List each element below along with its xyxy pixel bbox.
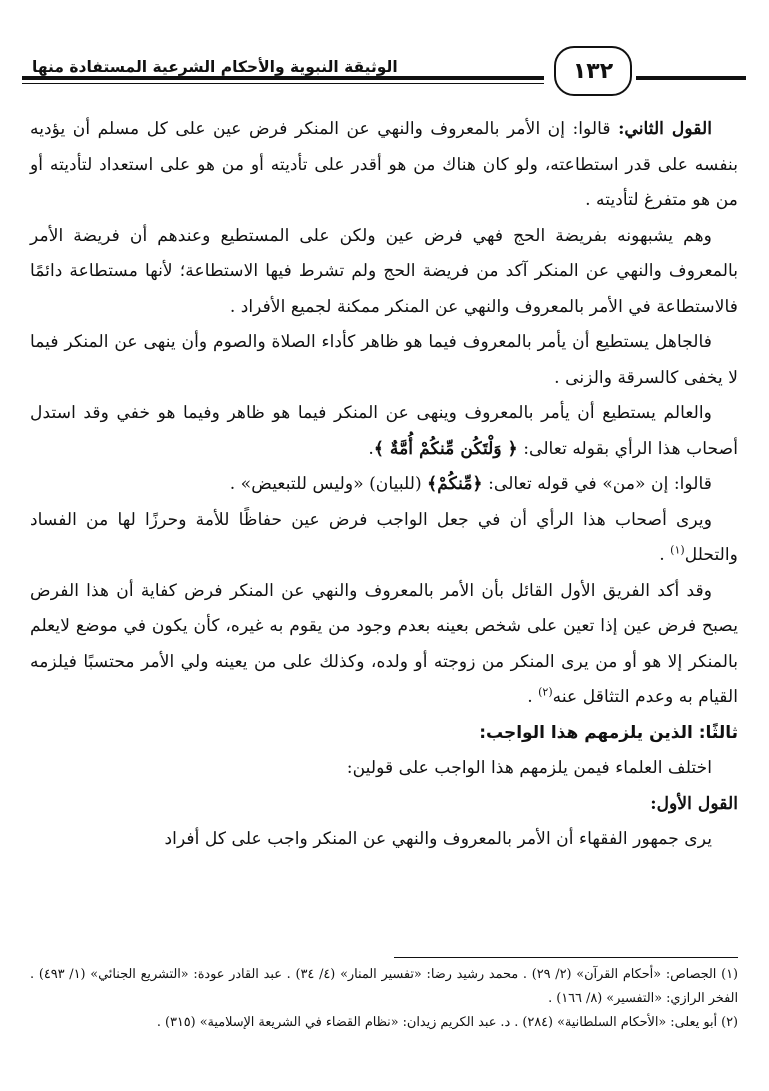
footnote: (١) الجصاص: «أحكام القرآن» (٢/ ٢٩) . محمد رشيد رضا: «تفسير المنار» (٤/ ٣٤) . عبد القادر عودة: «التشريع الجنائي» (١/ ٤٩٣) . الفخر الرازي: «التفسير» (٨/ ١٦٦) . bbox=[30, 967, 738, 1006]
opinion-label: القول الثاني: bbox=[618, 119, 712, 139]
footnote: (٢) أبو يعلى: «الأحكام السلطانية» (٢٨٤) . د. عبد الكريم زيدان: «نظام القضاء في الشريعة الإسلامية» (٣١٥) . bbox=[156, 1015, 738, 1030]
paragraph bbox=[30, 396, 738, 467]
paragraph-text: ويرى أصحاب هذا الرأي أن في جعل الواجب فرض عين حفاظًا للأمة وحرزًا لها من الفساد والتحلل bbox=[30, 509, 738, 565]
paragraph: فالجاهل يستطيع أن يأمر بالمعروف فيما هو ظاهر كأداء الصلاة والصوم وأن ينهى عن المنكر فيما لا يخفى كالسرقة والزنى . bbox=[30, 332, 738, 388]
footnote-ref: (١) bbox=[670, 543, 685, 557]
paragraph: اختلف العلماء فيمن يلزمهم هذا الواجب على قولين: bbox=[346, 758, 712, 778]
header-rule-thin bbox=[22, 83, 544, 84]
paragraph-text: قالوا: إن الأمر بالمعروف والنهي عن المنكر فرض عين على كل مسلم أن يؤديه بنفسه على قدر استطاعته، ولو كان هناك من هو أقدر على تأديته أو من هو على استعداد لتأديته أو من هو متفرغ لتأديته . bbox=[30, 119, 738, 210]
quran-verse: ﴿مِّنكُمْ﴾ bbox=[427, 474, 483, 494]
paragraph-text: (للبيان) «وليس للتبعيض» . bbox=[229, 474, 428, 494]
footnotes bbox=[30, 963, 738, 1035]
paragraph-text: . bbox=[659, 545, 671, 565]
section-heading: ثالثًا: الذين يلزمهم هذا الواجب: bbox=[479, 722, 738, 743]
paragraph-text: قالوا: إن «من» في قوله تعالى: bbox=[482, 474, 712, 494]
sub-heading: القول الأول: bbox=[650, 793, 738, 814]
quran-verse: ﴿ وَلْتَكُن مِّنكُمْ أُمَّةٌ ﴾ bbox=[373, 438, 518, 459]
paragraph bbox=[30, 112, 738, 219]
paragraph: وهم يشبهونه بفريضة الحج فهي فرض عين ولكن على المستطيع وعندهم أن فريضة الأمر بالمعروف والنهي عن المنكر آكد من فريضة الحج ولم تشرط فيها الاستطاعة؛ لأنها مستطاعة دائمًا فالاستطاعة في الأمر بالمعروف والنهي عن المنكر ممكنة لجميع الأفراد . bbox=[30, 225, 738, 317]
running-title: الوثيقة النبوية والأحكام الشرعية المستفادة منها bbox=[32, 58, 398, 76]
paragraph bbox=[30, 467, 738, 503]
paragraph bbox=[30, 574, 738, 716]
paragraph-text: وقد أكد الفريق الأول القائل بأن الأمر بالمعروف والنهي عن المنكر فرض كفاية أن هذا الفرض يصبح فرض عين إذا تعين على شخص بعينه بعدم وجود من يقوم به غيره، كأن يكون في موضع لايعلم بالمنكر إلا هو أو من يرى المنكر من زوجته أو ولده، وكذلك على من يعينه ولي الأمر محتسبًا فيلزمه القيام به وعدم التثاقل عنه bbox=[30, 580, 738, 707]
paragraph-text: . bbox=[527, 687, 539, 707]
paragraph-text: . bbox=[368, 438, 374, 459]
header-rule-end bbox=[636, 76, 746, 80]
paragraph bbox=[30, 503, 738, 574]
footnote-divider bbox=[394, 957, 738, 958]
header-rule-thick bbox=[22, 76, 544, 80]
main-text bbox=[30, 112, 738, 858]
footnote-ref: (٢) bbox=[538, 685, 553, 699]
paragraph-text: والعالم يستطيع أن يأمر بالمعروف وينهى عن المنكر فيما هو ظاهر وفيما هو خفي وقد استدل أصحاب هذا الرأي بقوله تعالى: bbox=[30, 403, 738, 459]
paragraph: يرى جمهور الفقهاء أن الأمر بالمعروف والنهي عن المنكر واجب على كل أفراد bbox=[164, 829, 712, 849]
page-number: ١٣٢ bbox=[554, 46, 632, 96]
page-header bbox=[22, 46, 746, 96]
